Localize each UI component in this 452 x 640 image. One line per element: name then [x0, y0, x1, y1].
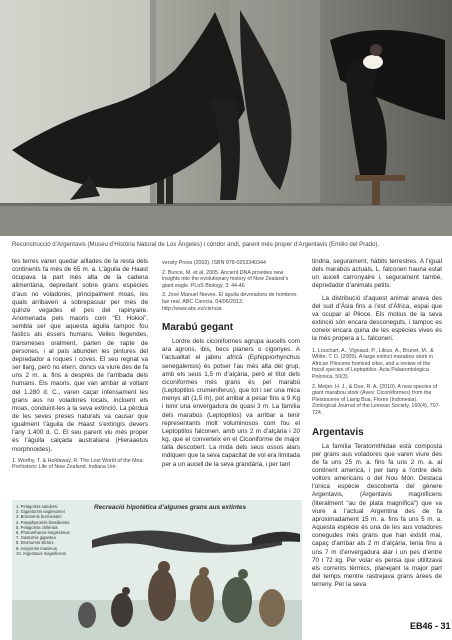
legend-item: 1. Pelagornis sandersi [16, 504, 58, 509]
section-heading-argentavis: Argentavis [312, 426, 364, 438]
column-1 [12, 258, 148, 474]
legend-item: 5. Pelagornis chilensis [16, 524, 58, 530]
footnote-2: 2. Bunce, M. et al. 2005. Ancient DNA provides new insights into the evolutionary history of New Zealand’s giant eagle. PLoS Biology, 3: 44-46 [162, 269, 289, 289]
col2-footnotes [162, 260, 300, 312]
legend-item: 9. Aepyornis maximus [16, 545, 57, 551]
page-folio: EB46 - 31 [410, 621, 451, 631]
legend-item: 8. Dromornis stirtoni [16, 540, 54, 546]
figure-legend [16, 504, 70, 556]
col3-paragraph-3: La família Teratornithidae està composta per grans aus voladores que varen viure des de fa uns 25 m. a. fins fa uns 2 m. a. al continent americà, i per tany a l’ordre dels voltors americans o del Nou Món. Destaca l’única espècie descoberta del gènere Argentavis, (Argentavis magnificens (literalment “au de plata magnífica”) que va viure a l’actual Argentina des de fa aproximadament 15 m. a. fins fa uns 5 m. a. Aquesta espècie és una de les aus voladores conegudes més grans que han existit mai, capaç d’arribar als 2 m d’alçària, tenia fins a uns 7 m d’envergadura alar i un pes d’entre 70 i 72 kg. Per volar es pensa que utilitzava els corrents tèrmics, planejant la major part del temps mentre rastrejava grans àrees de terreny. Per la seva [312, 442, 442, 589]
header-photo [0, 0, 452, 236]
figure-title: Recreació hipotètica d’algunes grans aus extintes [94, 504, 247, 511]
extinct-birds-figure [12, 500, 302, 640]
legend-item: 3. Brontornis burmeisteri [16, 514, 62, 520]
photo-caption: Reconstrucció d’Argentavis (Museu d’Història Natural de Los Àngeles) i còndor andí, parent més proper d’Argentavis (Emilio del Prado). [12, 241, 380, 248]
col3-paragraph-2: La distribució d’aquest animal anava des del sud d’Àsia fins a l’est d’Àfrica, espai que va ocupar al Plioce. Els motius de la seva extinció són encara desconeguts, i tampoc es coneix encara quina de les espècies vives és la més propera a L. falconeri. [312, 294, 442, 343]
legend-item: 10. Argentavis magnificens [16, 550, 67, 556]
footnote-1-cont: versity Press (2003). ISBN 978-0253340344 [162, 260, 266, 266]
footnote-1: 1. Louchart, A., Vignaud, P., Likius, A., Brunet, M., & White, T. D. (2005). A large extinct marabou stork in African Pliocene hominid sites, and a review of the fossil species of Leptoptilos. Acta Palaeontologica Polonica, 50(3). [312, 347, 434, 380]
section-heading-marabu: Marabú gegant [162, 322, 234, 334]
col3-paragraph-1: tindria, segurament, hàbits terrestres. A l’igual dels marabús actuals, L. falconeri hauria estat un aucell carronyaire i, segurament també, depredador d’animals petits. [312, 258, 442, 290]
footnote-1: 1. Worthy, T. & Holdaway, R. The Lost World of the Moa: Prehistoric Life of New Zealand. Indiana Uni- [12, 457, 144, 471]
legend-item: 2. Gigantornis eaglesomei [16, 509, 65, 515]
col2-paragraph: Lordre dels ciconiformes agrupa aucells com ara agrons, ibis, becs planers o cigonyes. A l’actualitat el jabiru africà (Ephippiorhynchus senegalensis) és potser l’au més alta del grup, amb els seus 1,5 m d’alçària, però el títol dels ciconiformes més grans és pel marabú (Leptoptilos crumeniferus), que tot i ser una mica menys alt (1,5 m), pot arribar a pesar fins a 9 Kg i tenir una envergadura de quasi 3 m. La família dels marabús (Leptoptilos) va arribar a tenir representants molt voluminosos com fou el Leptoptilos falconeri, amb uns 2 m d’alçària i 20 kg, que el converteix en el Ciconiforme de major talla descobert. La mida dels seus ossos alars indiquen que la seva capacitat de vol era limitada per a un aucell de la seva grandària, i per tant [162, 338, 300, 468]
col3-footnotes [312, 348, 442, 417]
column-2 [162, 258, 300, 473]
legend-item: 4. Paraphysornis brasiliensis [16, 519, 70, 525]
footnote-2: 2. Meijer, H. J., & Due, R. A. (2010). A new species of giant marabou stork (Aves: Ciconiiformes) from the Pleistocene of Liang Bua, Flores (Indonesia). Zoological Journal of the Linnean Society, 160(4), 707-724. [312, 383, 441, 416]
museum-photo-illustration [0, 0, 452, 236]
legend-item: 7. Gastornis gigantea [16, 535, 56, 541]
col1-footnote [12, 458, 148, 471]
footnote-3: 3. José Manuel Nieves. El águila devoradora de hombres fue real. ABC Ciencia. 04/06/2013. http://www.abc.es/ciencia [162, 292, 297, 312]
col1-paragraph: tes terres varen quedar aïllades de la resta dels continents fa més de 65 m. a. L’àguila de Haast ocupava la part més alta de la cadena alimentària, depredant sobre grans espècies d’aus no voladores, principalment moas, les quals arribaven a sobrepassar per més de quinze vegades el pes del rapinyaire. Anomenada pels maoris com “Et Hokioi”, sembla ser que aquesta àguila tampoc fou fastics als éssers humans. Velles llegendes, transmeses oralment, parlen de rapte de persones, i al país abunden les pintures del depredador a roques i coves. El seu regnat va ser llarg, però no etern, doncs va viure des de fa uns 2 m. a. fins a després de l’arribada dels humans. Els maoris, que van arribar al voltant del 1.280 d. C., varen caçar intensament les grans aus no voladores locals, incloent els moas, conduint-les a la seva extinció. La pèrdua de les seves preses naturals va causar que igualment l’àguila de Haast s’extingís devers l’any 1.400 d. C. El seu parent viu més proper és l’àguila calçada australiana (Hieraaetus morphnoides). [12, 258, 148, 453]
column-3 [312, 258, 442, 593]
legend-item: 6. Phorusrhacos longissimus [16, 530, 70, 536]
